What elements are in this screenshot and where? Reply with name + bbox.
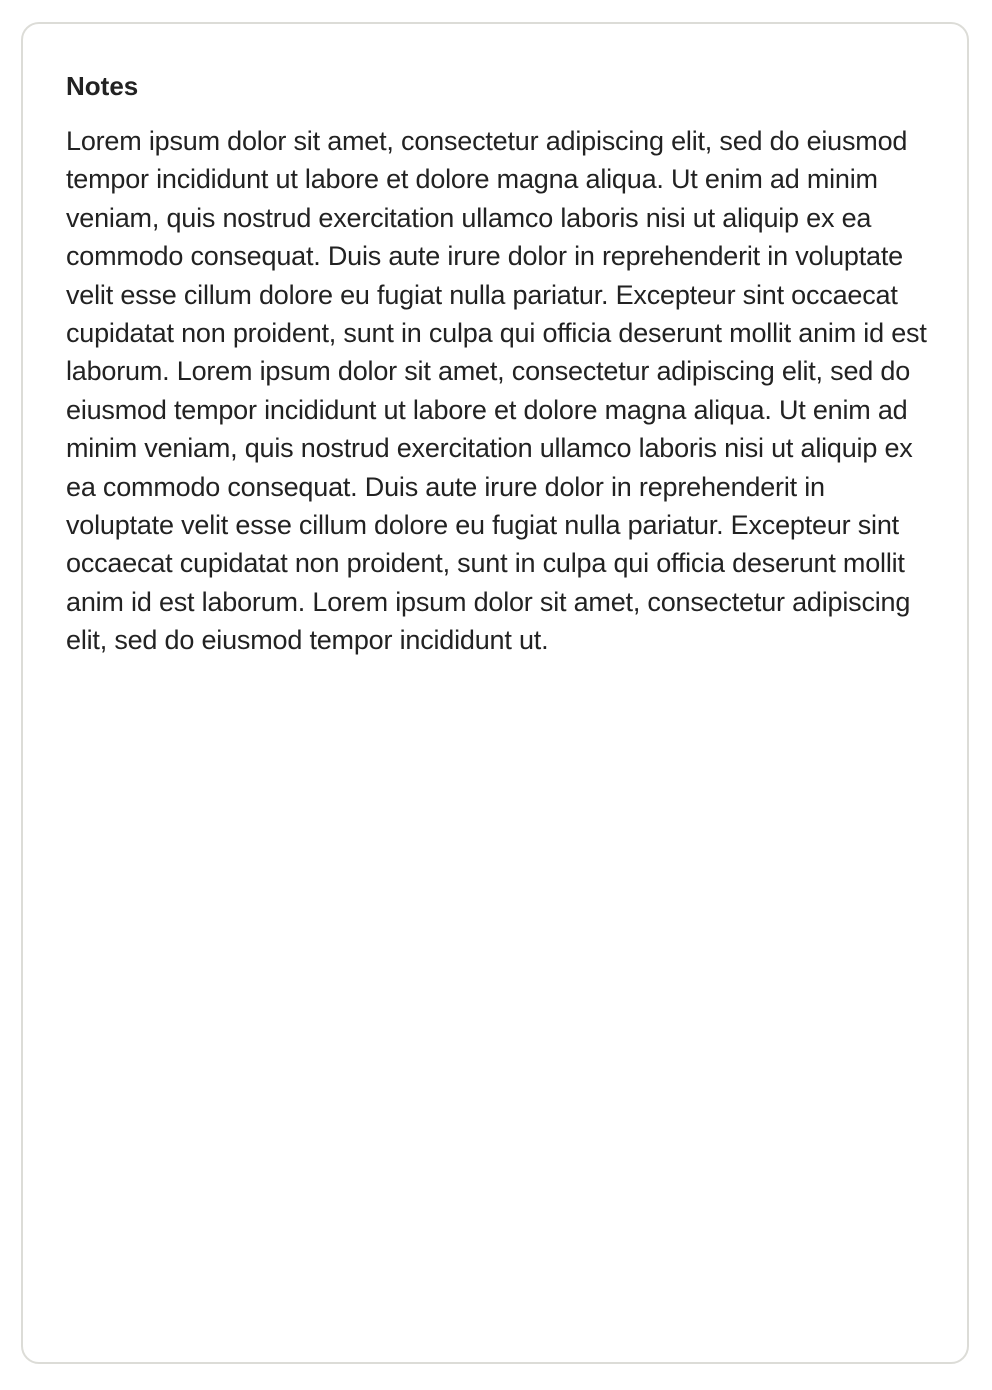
notes-card — [21, 22, 969, 1364]
notes-body: Lorem ipsum dolor sit amet, consectetur adipiscing elit, sed do eiusmod tempor incididunt ut labore et dolore magna aliqua. Ut enim ad minim veniam, quis nostrud exercitation ullamco laboris nisi ut aliquip ex ea commodo consequat. Duis aute irure dolor in reprehenderit in voluptate velit esse cillum dolore eu fugiat nulla pariatur. Excepteur sint occaecat cupidatat non proident, sunt in culpa qui officia deserunt mollit anim id est laborum. Lorem ipsum dolor sit amet, consectetur adipiscing elit, sed do eiusmod tempor incididunt ut labore et dolore magna aliqua. Ut enim ad minim veniam, quis nostrud exercitation ullamco laboris nisi ut aliquip ex ea commodo consequat. Duis aute irure dolor in reprehenderit in voluptate velit esse cillum dolore eu fugiat nulla pariatur. Excepteur sint occaecat cupidatat non proident, sunt in culpa qui officia deserunt mollit anim id est laborum. Lorem ipsum dolor sit amet, consectetur adipiscing elit, sed do eiusmod tempor incididunt ut. — [66, 126, 927, 656]
notes-title: Notes — [66, 71, 139, 101]
